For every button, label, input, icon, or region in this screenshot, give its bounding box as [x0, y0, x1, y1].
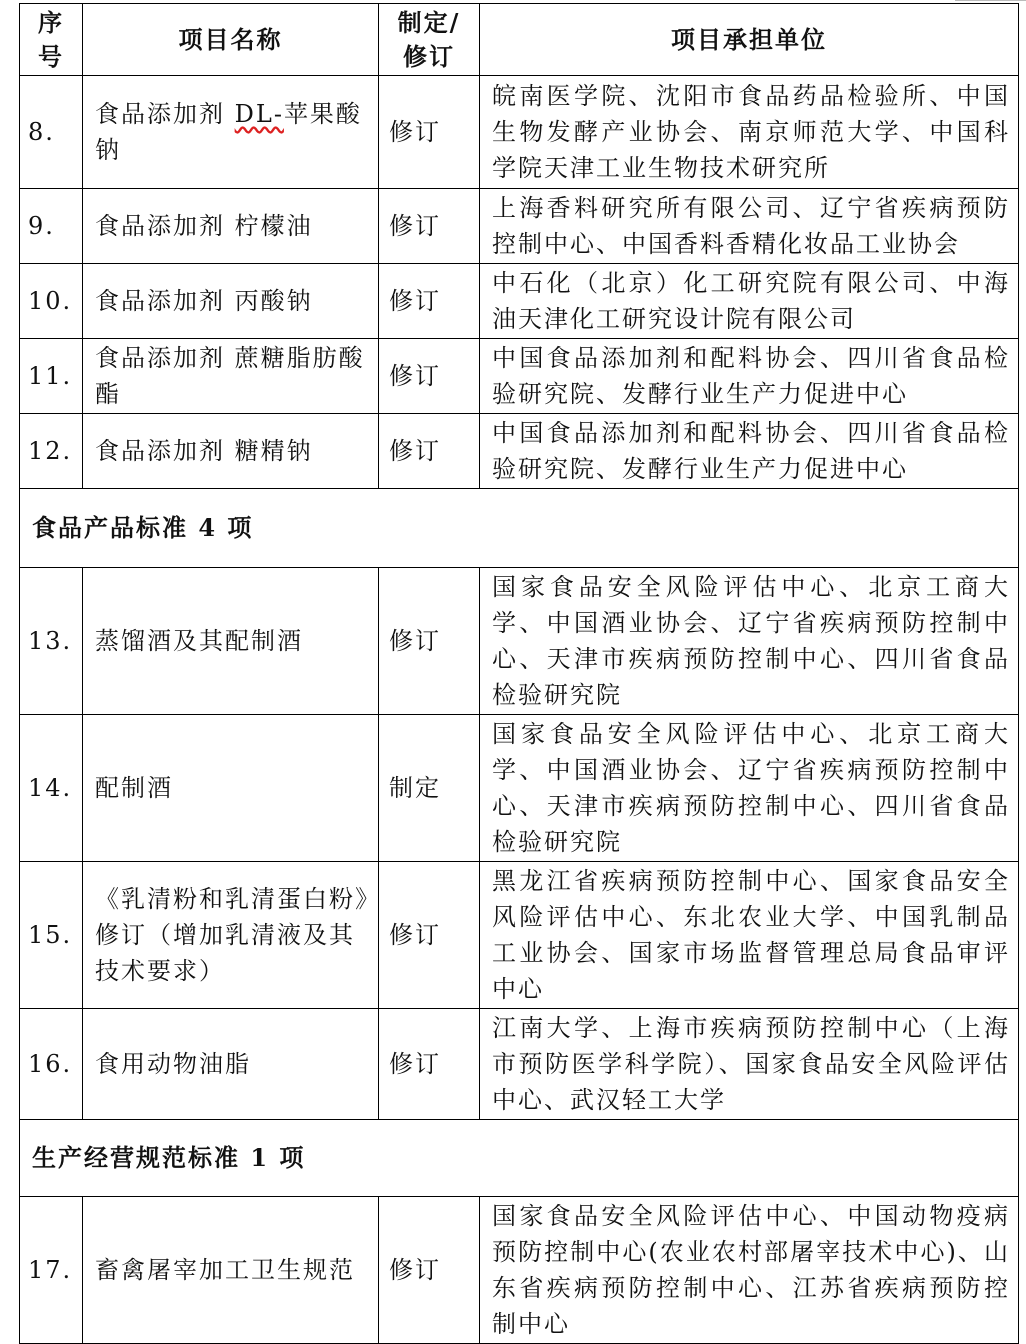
header-org: 项目承担单位: [480, 4, 1019, 76]
standards-table: [19, 3, 1019, 1344]
row-number: 9.: [20, 189, 83, 264]
project-name: 食品添加剂 丙酸钠: [83, 264, 379, 339]
project-name: 配制酒: [83, 715, 379, 862]
project-type: 修订: [379, 414, 480, 489]
row-number: 12.: [20, 414, 83, 489]
table-row: [20, 339, 1019, 414]
header-seq: 序号: [20, 4, 83, 76]
section-heading-food-products: 食品产品标准 4 项: [20, 489, 1019, 568]
project-organizations: 中国食品添加剂和配料协会、四川省食品检验研究院、发酵行业生产力促进中心: [480, 414, 1019, 489]
project-name-suffix: 苹果酸钠: [95, 100, 362, 164]
section-row: [20, 489, 1019, 568]
project-type: 修订: [379, 1197, 480, 1344]
project-type: 修订: [379, 339, 480, 414]
section-row: [20, 1120, 1019, 1197]
project-name: 食品添加剂 糖精钠: [83, 414, 379, 489]
project-name: 食品添加剂 蔗糖脂肪酸酯: [83, 339, 379, 414]
project-organizations: 国家食品安全风险评估中心、北京工商大学、中国酒业协会、辽宁省疾病预防控制中心、天津市疾病预防控制中心、四川省食品检验研究院: [480, 715, 1019, 862]
table-row: [20, 715, 1019, 862]
project-name: 《乳清粉和乳清蛋白粉》修订（增加乳清液及其技术要求）: [83, 862, 379, 1009]
project-organizations: 上海香料研究所有限公司、辽宁省疾病预防控制中心、中国香料香精化妆品工业协会: [480, 189, 1019, 264]
row-number: 16.: [20, 1009, 83, 1120]
project-name: 食品添加剂 柠檬油: [83, 189, 379, 264]
row-number: 13.: [20, 568, 83, 715]
row-number: 15.: [20, 862, 83, 1009]
project-name: 蒸馏酒及其配制酒: [83, 568, 379, 715]
page-top-rule: [955, 0, 1026, 1]
table-row: [20, 568, 1019, 715]
table-row: [20, 1009, 1019, 1120]
project-organizations: 国家食品安全风险评估中心、北京工商大学、中国酒业协会、辽宁省疾病预防控制中心、天津市疾病预防控制中心、四川省食品检验研究院: [480, 568, 1019, 715]
project-organizations: 中石化（北京）化工研究院有限公司、中海油天津化工研究设计院有限公司: [480, 264, 1019, 339]
table-row: [20, 76, 1019, 189]
row-number: 14.: [20, 715, 83, 862]
project-type: 修订: [379, 264, 480, 339]
header-name: 项目名称: [83, 4, 379, 76]
row-number: 17.: [20, 1197, 83, 1344]
section-heading-production-practice: 生产经营规范标准 1 项: [20, 1120, 1019, 1197]
row-number: 8.: [20, 76, 83, 189]
project-organizations: 江南大学、上海市疾病预防控制中心（上海市预防医学科学院）、国家食品安全风险评估中心、武汉轻工大学: [480, 1009, 1019, 1120]
row-number: 10.: [20, 264, 83, 339]
table-row: [20, 189, 1019, 264]
project-organizations: 黑龙江省疾病预防控制中心、国家食品安全风险评估中心、东北农业大学、中国乳制品工业协会、国家市场监督管理总局食品审评中心: [480, 862, 1019, 1009]
project-type: 修订: [379, 862, 480, 1009]
project-type: 修订: [379, 1009, 480, 1120]
project-name: [83, 76, 379, 189]
project-organizations: 皖南医学院、沈阳市食品药品检验所、中国生物发酵产业协会、南京师范大学、中国科学院天津工业生物技术研究所: [480, 76, 1019, 189]
project-type: 制定: [379, 715, 480, 862]
project-organizations: 中国食品添加剂和配料协会、四川省食品检验研究院、发酵行业生产力促进中心: [480, 339, 1019, 414]
project-name: 畜禽屠宰加工卫生规范: [83, 1197, 379, 1344]
row-number: 11.: [20, 339, 83, 414]
project-name: 食用动物油脂: [83, 1009, 379, 1120]
project-name-prefix: 食品添加剂: [95, 100, 235, 128]
project-type: 修订: [379, 76, 480, 189]
spellcheck-mark: DL-: [234, 100, 284, 128]
table-row: [20, 862, 1019, 1009]
project-type: 修订: [379, 568, 480, 715]
table-row: [20, 414, 1019, 489]
project-organizations: 国家食品安全风险评估中心、中国动物疫病预防控制中心(农业农村部屠宰技术中心)、山东省疾病预防控制中心、江苏省疾病预防控制中心: [480, 1197, 1019, 1344]
table-row: [20, 1197, 1019, 1344]
header-row: [20, 4, 1019, 76]
header-type: 制定/修订: [379, 4, 480, 76]
table-row: [20, 264, 1019, 339]
project-type: 修订: [379, 189, 480, 264]
